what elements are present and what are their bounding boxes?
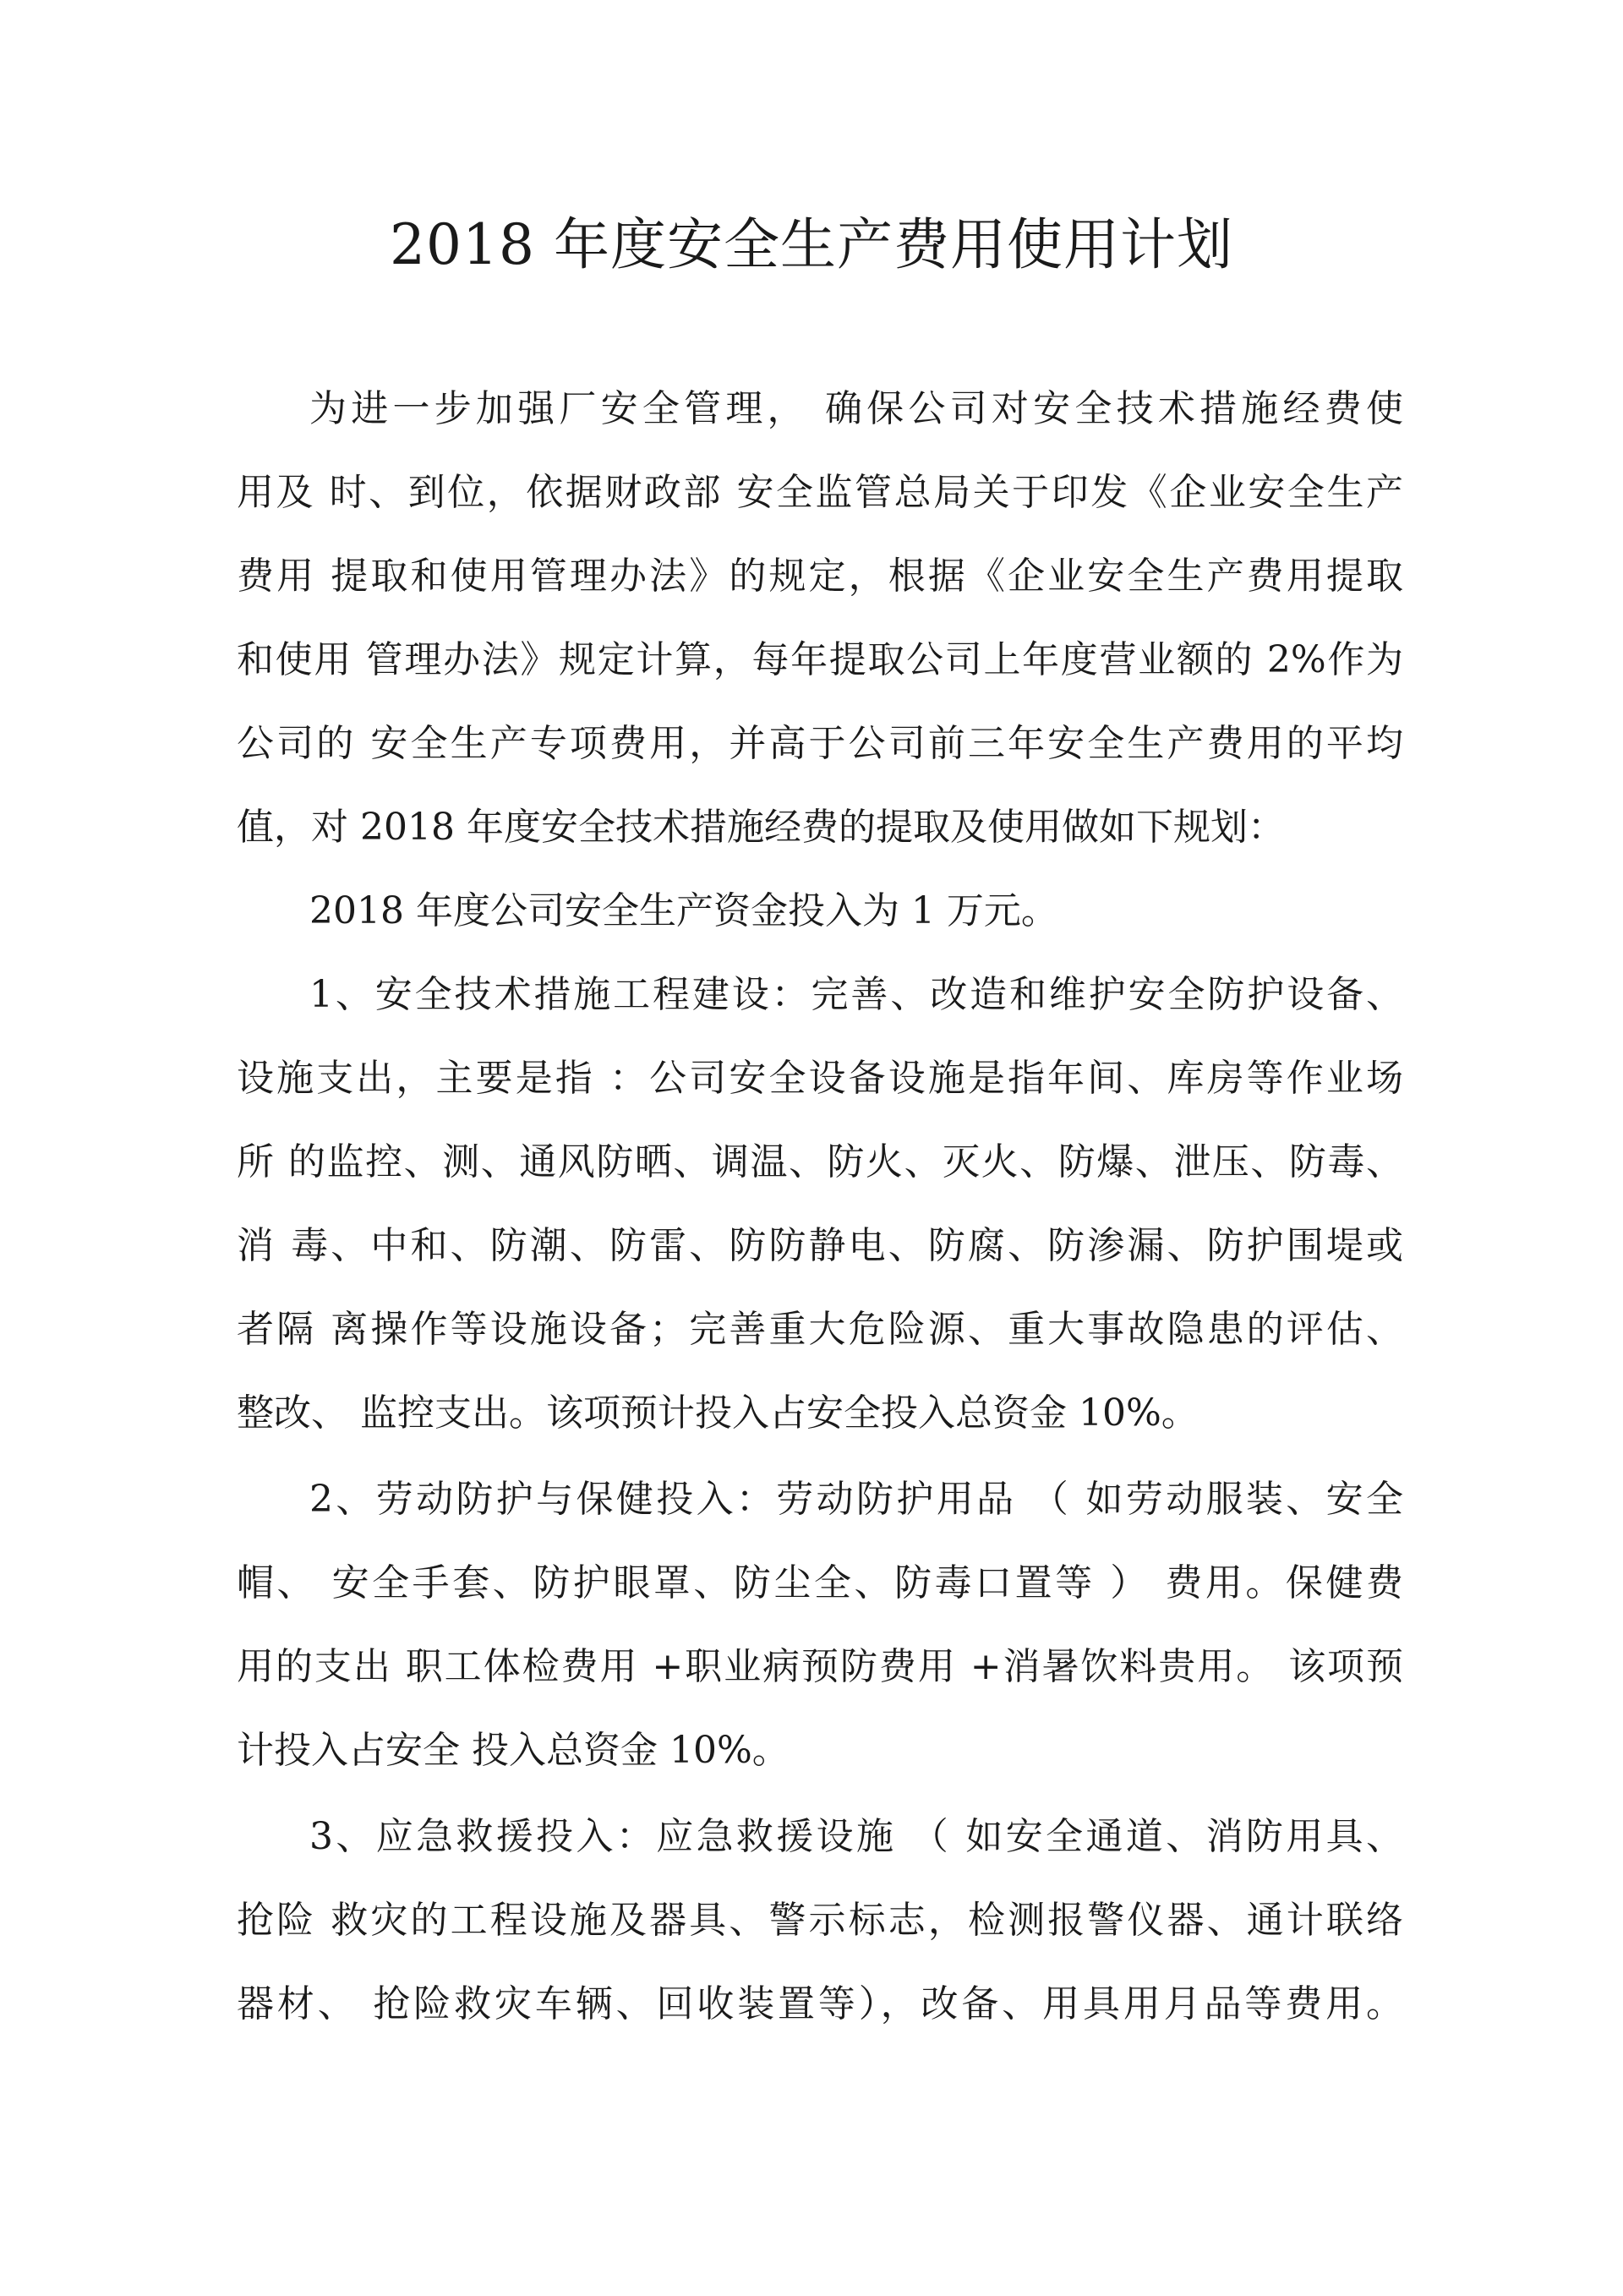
item-1-line: 1、安全技术措施工程建设：完善、改造和维护安全防护设备、 [309, 973, 1403, 1016]
item-1-line: 整改、 监控支出。该项预计投入占安全投入总资金 10%。 [237, 1391, 1199, 1435]
item-3-line: 3、应急救援投入：应急救援设施 （ 如安全通道、消防用具、 [309, 1815, 1403, 1858]
paragraph-line: 费用 提取和使用管理办法》的规定，根据《企业安全生产费用提取 [237, 555, 1403, 598]
item-1-line: 设施支出，主要是指 ：公司安全设备设施是指年间、库房等作业场 [237, 1057, 1403, 1100]
item-1-line: 所 的监控、测、通风防晒、调温、防火、灭火、防爆、泄压、防毒、 [237, 1140, 1403, 1184]
item-2-line: 帽、 安全手套、防护眼罩、防尘全、防毒口置等 ） 费用。保健费 [237, 1561, 1403, 1604]
item-1-line: 者隔 离操作等设施设备；完善重大危险源、重大事故隐患的评估、 [237, 1308, 1403, 1351]
item-2-line: 用的支出 职工体检费用 +职业病预防费用 +消暑饮料贵用。 该项预 [237, 1645, 1403, 1688]
item-1-line: 消 毒、中和、防潮、防雷、防防静电、防腐、防渗漏、防护围堤或 [237, 1224, 1403, 1267]
paragraph-line: 值，对 2018 年度安全技术措施经费的提取及使用做如下规划： [237, 806, 1285, 849]
document-title: 2018 年度安全生产费用使用计划 [390, 212, 1233, 277]
paragraph-line: 用及 时、到位，依据财政部 安全监管总局关于印发《企业安全生产 [237, 471, 1403, 514]
item-2-line: 计投入占安全 投入总资金 10%。 [237, 1729, 790, 1772]
paragraph-line: 公司的 安全生产专项费用，并高于公司前三年安全生产费用的平均 [237, 722, 1403, 765]
item-3-line: 抢险 救灾的工程设施及器具、警示标志，检测报警仪器、通计联络 [237, 1899, 1403, 1942]
item-3-line: 器材、 抢险救灾车辆、回收装置等），改备、用具用月品等费用。 [237, 1982, 1403, 2025]
paragraph-line: 2018 年度公司安全生产资金投入为 1 万元。 [309, 889, 1058, 932]
item-2-line: 2、劳动防护与保健投入：劳动防护用品 （ 如劳动服装、安全 [309, 1478, 1403, 1521]
paragraph-line: 为进一步加强厂安全管理， 确保公司对安全技术措施经费使 [309, 387, 1403, 430]
paragraph-line: 和使用 管理办法》规定计算，每年提取公司上年度营业额的 2%作为 [237, 638, 1403, 681]
